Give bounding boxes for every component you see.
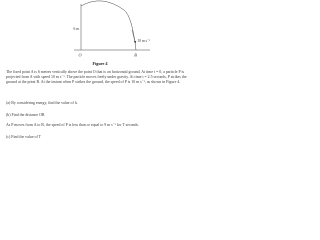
question-a: (a) By considering energy, find the value of h. (6, 101, 78, 105)
height-label: 6 m (73, 27, 79, 31)
origin-label: O (78, 52, 82, 58)
trajectory-diagram (0, 0, 200, 60)
document-page (0, 0, 200, 140)
question-c-lead: As P moves from A to B, the speed of P is less than or equal to 9 m s⁻¹ for T seconds. (6, 123, 139, 127)
problem-paragraph: The fixed point A is 6 metres vertically above the point O that is on horizontal ground. At time t = 0, a particle P is projected from A with speed 10 m s⁻¹. The particle moves freely under gravity. At time t = 2.5 seconds, P strikes the ground at the point B. At the instant when P strikes the ground, the speed of P is 10 m s⁻¹, as shown in Figure 4. (6, 70, 187, 85)
trajectory-curve (81, 1, 136, 50)
velocity-arrow (132, 30, 135, 42)
point-b-label: B (134, 52, 137, 58)
question-c: (c) Find the value of T (6, 135, 42, 139)
question-b: (b) Find the distance OB (6, 113, 45, 117)
figure-caption: Figure 4 (92, 61, 108, 66)
figure-4 (0, 0, 200, 60)
velocity-label: 10 m s⁻¹ (137, 39, 151, 43)
